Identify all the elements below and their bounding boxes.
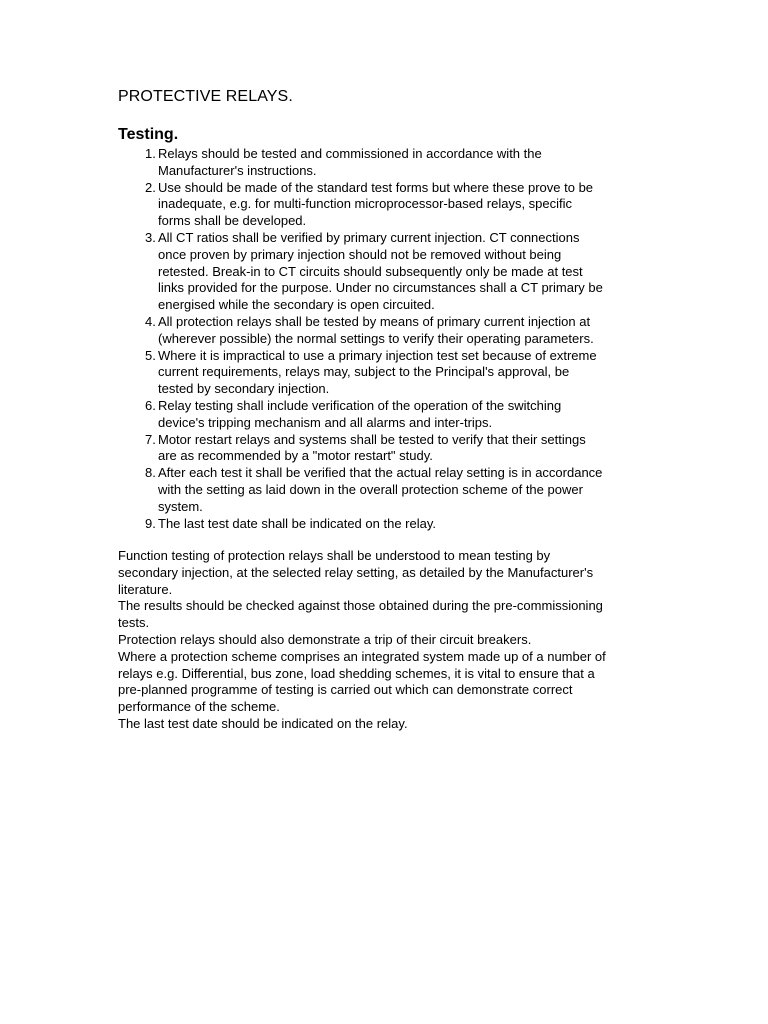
- list-item: [118, 348, 648, 398]
- list-item-text: All protection relays shall be tested by means of primary current injection at (wherever possible) the normal settings to verify their operating parameters.: [158, 313, 594, 346]
- list-item: [118, 230, 648, 314]
- list-item-text: Where it is impractical to use a primary injection test set because of extreme current requirements, relays may, subject to the Principal's approval, be tested by secondary injection.: [158, 347, 597, 397]
- list-item-text: Relays should be tested and commissioned in accordance with the Manufacturer's instructions.: [158, 146, 542, 178]
- list-item: [118, 146, 648, 180]
- list-item-text: After each test it shall be verified that the actual relay setting is in accordance with the setting as laid down in the overall protection scheme of the power system.: [158, 465, 603, 514]
- list-item-text: Use should be made of the standard test forms but where these prove to be inadequate, e.g. for multi-function microprocessor-based relays, specific forms shall be developed.: [158, 179, 594, 229]
- body-paragraphs: [118, 548, 658, 733]
- paragraph-last-test-date: The last test date should be indicated on the relay.: [118, 715, 408, 731]
- list-item-number: 2.: [145, 179, 156, 195]
- list-item: [118, 465, 648, 515]
- list-item: [118, 314, 648, 348]
- list-item-number: 4.: [145, 313, 156, 329]
- list-item-number: 5.: [145, 347, 156, 363]
- paragraph-integrated-scheme: Where a protection scheme comprises an integrated system made up of a number of relays e.g. Differential, bus zone, load shedding schemes, it is vital to ensure that a pre-planned programme of testing is carried out which can demonstrate correct performance of the scheme.: [118, 648, 606, 715]
- list-item-text: All CT ratios shall be verified by primary current injection. CT connections once proven by primary injection should not be removed without being retested. Break-in to CT circuits should subsequently only be made at test links provided for the purpose. Under no circumstances shall a CT primary be energised while the secondary is open circuited.: [158, 229, 603, 313]
- section-heading-testing: Testing.: [118, 126, 179, 143]
- list-item-text: Relay testing shall include verification of the operation of the switching device's tripping mechanism and all alarms and inter-trips.: [158, 397, 562, 430]
- list-item-number: 1.: [145, 146, 156, 161]
- list-item-number: 7.: [145, 431, 156, 447]
- list-item: [118, 432, 648, 466]
- paragraph-results-check: The results should be checked against those obtained during the pre-commissioning tests.: [118, 598, 603, 631]
- paragraph-function-testing: Function testing of protection relays shall be understood to mean testing by secondary injection, at the selected relay setting, as detailed by the Manufacturer's literature.: [118, 548, 594, 597]
- list-item-number: 6.: [145, 397, 156, 413]
- list-item: [118, 398, 648, 432]
- testing-list: [118, 146, 648, 532]
- page-title: PROTECTIVE RELAYS.: [118, 88, 293, 105]
- list-item-number: 8.: [145, 465, 156, 481]
- list-item-text: Motor restart relays and systems shall be tested to verify that their settings are as recommended by a "motor restart" study.: [158, 431, 586, 464]
- list-item: [118, 180, 648, 230]
- paragraph-trip-demonstration: Protection relays should also demonstrate a trip of their circuit breakers.: [118, 631, 532, 647]
- list-item-number: 9.: [145, 515, 156, 531]
- list-item: [118, 516, 648, 533]
- list-item-text: The last test date shall be indicated on the relay.: [158, 515, 436, 531]
- list-item-number: 3.: [145, 229, 156, 245]
